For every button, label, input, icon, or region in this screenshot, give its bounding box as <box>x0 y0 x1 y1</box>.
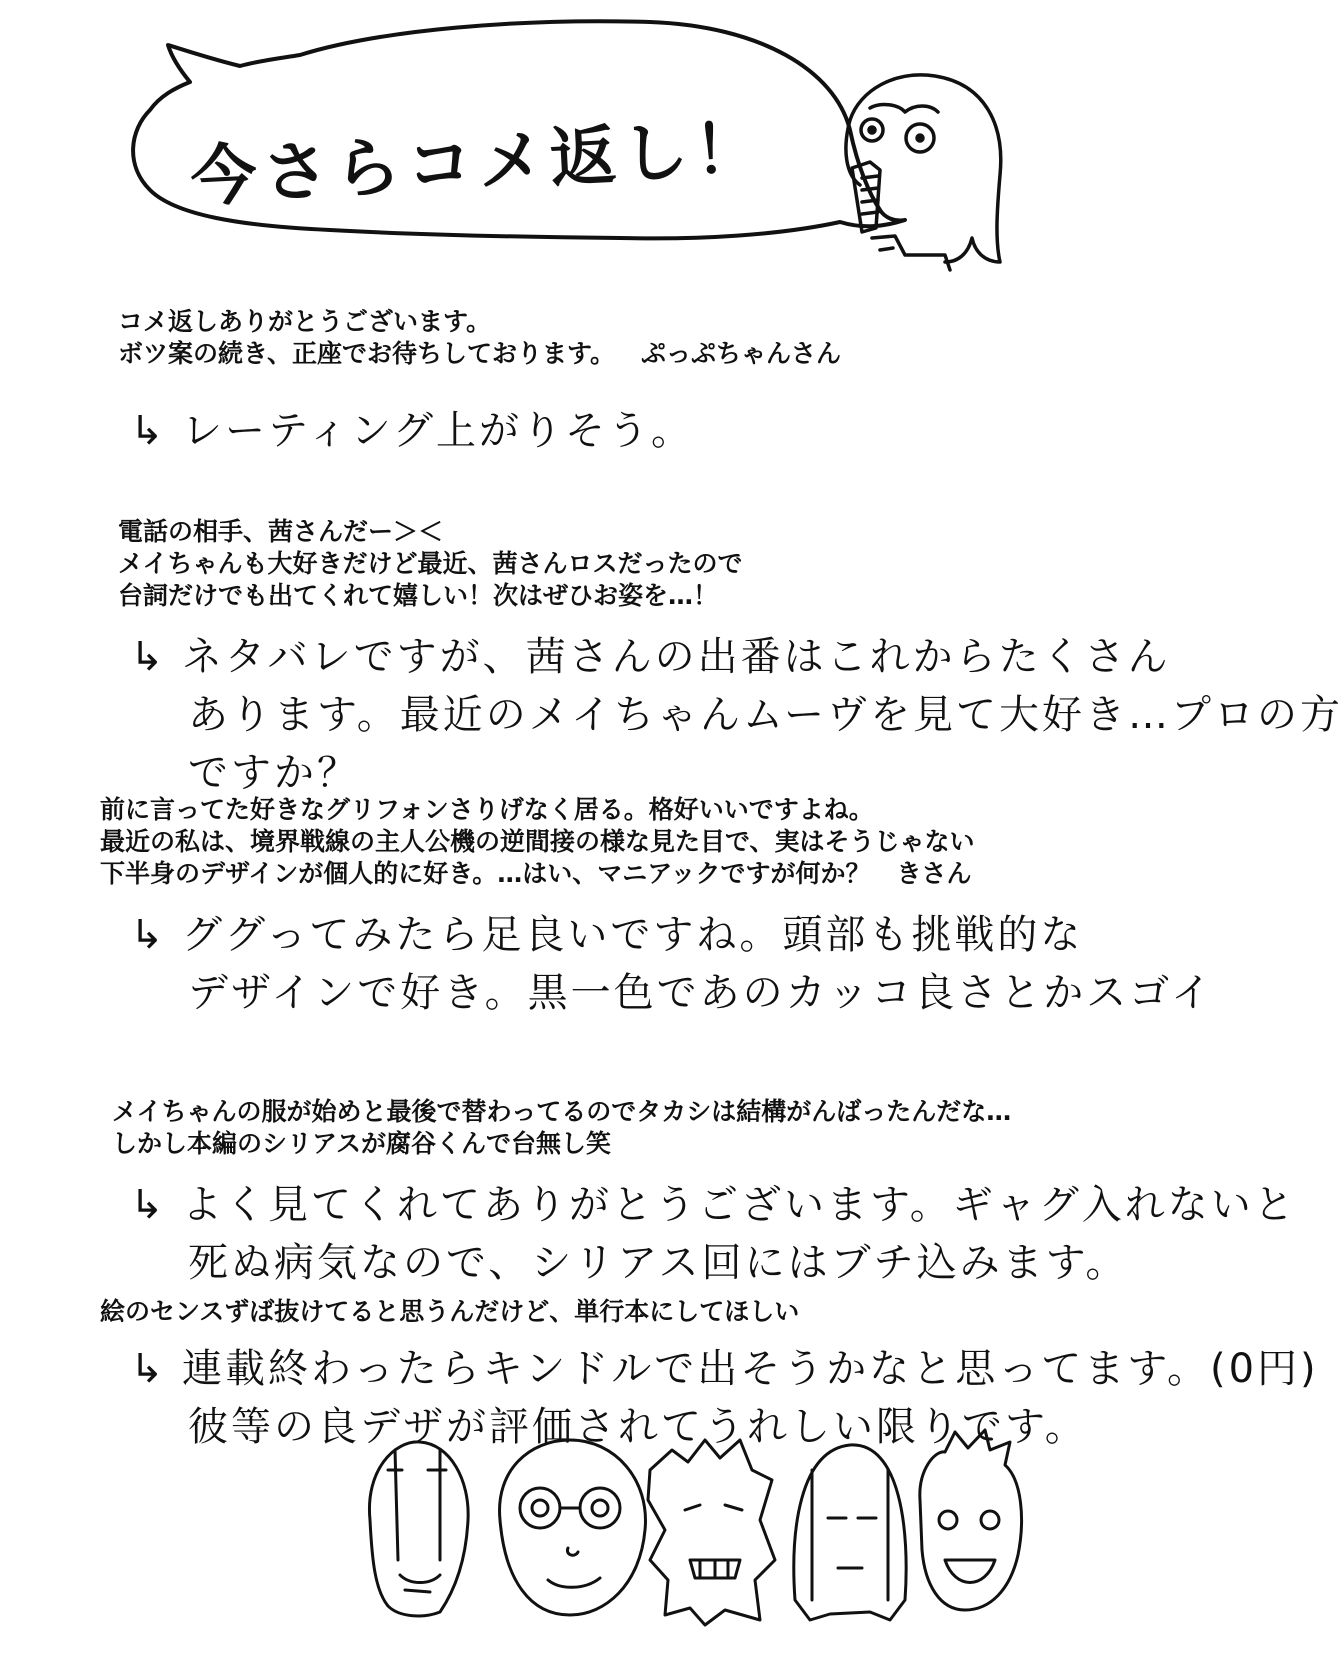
reply-line: ↳ ネタバレですが、茜さんの出番はこれからたくさん <box>130 628 1343 686</box>
reply-line: ↳ レーティング上がりそう。 <box>130 402 694 460</box>
reply-arrow-icon: ↳ <box>130 1346 167 1392</box>
commenter-name: きさん <box>896 859 972 888</box>
comment-line: しかし本編のシリアスが腐谷くんで台無し笑 <box>112 1129 612 1158</box>
reply-line: デザインで好き。黒一色であのカッコ良さとかスゴイ <box>188 970 1214 1016</box>
comment-line: メイちゃんも大好きだけど最近、茜さんロスだったので <box>118 549 743 578</box>
reply-line: ↳ ググってみたら足良いですね。頭部も挑戦的な <box>130 906 1214 964</box>
character-face-1 <box>369 1442 468 1616</box>
reply-line: ↳ 連載終わったらキンドルで出そうかなと思ってます。(0円) <box>130 1340 1319 1398</box>
reply-line: 彼等の良デザが評価されてうれしい限りです。 <box>188 1404 1088 1450</box>
character-face-5 <box>920 1430 1022 1610</box>
character-face-2 <box>500 1440 646 1615</box>
reply-arrow-icon: ↳ <box>130 912 167 958</box>
comment-line: 最近の私は、境界戦線の主人公機の逆間接の様な見た目で、実はそうじゃない <box>100 827 975 856</box>
reply-line: ↳ よく見てくれてありがとうございます。ギャグ入れないと <box>130 1176 1297 1234</box>
character-face-4 <box>794 1445 906 1620</box>
comment-line: 前に言ってた好きなグリフォンさりげなく居る。格好いいですよね。 <box>100 795 874 824</box>
reply-line: あります。最近のメイちゃんムーヴを見て大好き…プロの方 <box>188 692 1343 738</box>
reply-arrow-icon: ↳ <box>130 408 167 454</box>
page-title: 今さらコメ返し！ <box>188 109 768 217</box>
comment-line: 台詞だけでも出てくれて嬉しい！次はぜひお姿を…！ <box>118 581 719 610</box>
comment-line: ボツ案の続き、正座でお待ちしております。 ぷっぷちゃんさん <box>118 339 842 368</box>
comment-line: 下半身のデザインが個人的に好き。…はい、マニアックですが何か？ きさん <box>100 859 972 888</box>
reply-line: ですか？ <box>188 750 360 796</box>
commenter-name: ぷっぷちゃんさん <box>641 339 842 368</box>
reply-arrow-icon: ↳ <box>130 634 167 680</box>
reply-line: 死ぬ病気なので、シリアス回にはブチ込みます。 <box>188 1240 1129 1286</box>
character-face-3 <box>648 1440 775 1625</box>
comment-line: 絵のセンスずば抜けてると思うんだけど、単行本にしてほしい <box>100 1297 800 1326</box>
comment-line: 電話の相手、茜さんだー＞＜ <box>118 517 444 546</box>
comment-line: コメ返しありがとうございます。 <box>118 307 492 336</box>
comment-line: メイちゃんの服が始めと最後で替わってるのでタカシは結構がんばったんだな… <box>112 1097 1012 1126</box>
reply-arrow-icon: ↳ <box>130 1182 167 1228</box>
